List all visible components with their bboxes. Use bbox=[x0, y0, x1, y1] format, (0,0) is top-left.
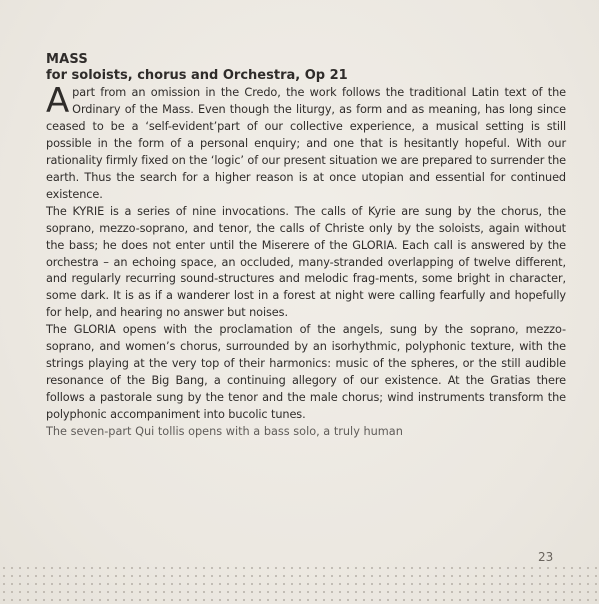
text-column bbox=[46, 52, 566, 441]
work-subtitle: for soloists, chorus and Orchestra, Op 21 bbox=[46, 68, 348, 83]
paragraph-kyrie: The KYRIE is a series of nine invocations. The calls of Kyrie are sung by the chorus, the soprano, mezzo-soprano, and tenor, the calls of Christe only by the soloists, again without the bass; he does not enter until the Miserere of the GLORIA. Each call is answered by the orchestra – an echoing space, an occluded, many-stranded overlapping of twelve different, and regularly recurring sound-structures and melodic frag-ments, some bright in character, some dark. It is as if a wanderer lost in a forest at night were calling fearfully and hopefully for help, and hearing no answer but noises. bbox=[46, 204, 566, 320]
paragraph-gloria: The GLORIA opens with the proclamation of the angels, sung by the soprano, mezzo-soprano, and women’s chorus, surrounded by an isorhythmic, polyphonic texture, with the strings playing at the very top of their harmonics: music of the spheres, or the still audible resonance of the Big Bang, a continuing allegory of our existence. At the Gratias there follows a pastorale sung by the tenor and the male chorus; wind instruments transform the polyphonic accompaniment into bucolic tunes. bbox=[46, 323, 566, 422]
paragraph-intro bbox=[46, 81, 566, 204]
drop-cap: A bbox=[46, 81, 70, 121]
paragraph-intro-text: part from an omission in the Credo, the work follows the traditional Latin text of the Ordinary of the Mass. Even though the liturgy, as form and as meaning, has long since ceased to be a ‘self-evident’part of our collective experience, a musical setting is still possible in the form of a personal enquiry; and one that is hesitantly hopeful. With our rationality firmly fixed on the ‘logic’ of our present situation we are prepared to surrender the earth. Thus the search for a higher reason is at once utopian and essential for continued existence. bbox=[46, 86, 566, 201]
page-number: 23 bbox=[538, 550, 554, 564]
dot-pattern-border bbox=[0, 564, 599, 604]
paragraph-qui-tollis-partial: The seven-part Qui tollis opens with a bass solo, a truly human bbox=[46, 425, 403, 439]
work-title: MASS bbox=[46, 52, 88, 67]
